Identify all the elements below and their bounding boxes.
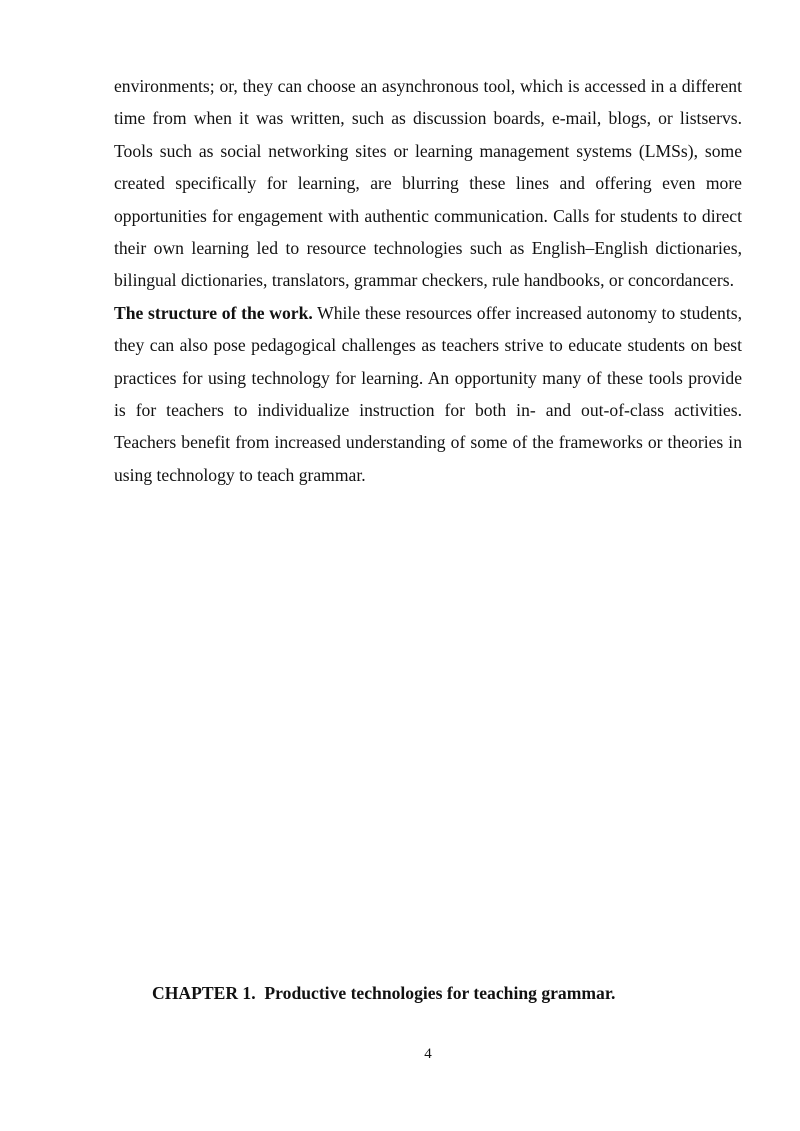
paragraph-text: environments; or, they can choose an asynchronous tool, which is accessed in a different time from when it was written, such as discussion boards, e-mail, blogs, or listservs. Tools such as social networking sites or learning management systems (LMSs), some created specifically for learning, are blurring these lines and offering even more opportunities for engagement with authentic communication. Calls for students to direct their own learning led to resource technologies such as English–English dictionaries, bilingual dictionaries, translators, grammar checkers, rule handbooks, or concordancers. [114, 76, 742, 291]
body-text [114, 70, 742, 491]
chapter-heading: CHAPTER 1. Productive technologies for teaching grammar. [152, 983, 616, 1003]
run-in-heading: The structure of the work. [114, 302, 313, 323]
paragraph-continuation [114, 70, 742, 297]
paragraph-structure [114, 297, 742, 491]
page-number: 4 [424, 1046, 432, 1062]
paragraph-text: While these resources offer increased autonomy to students, they can also pose pedagogical challenges as teachers strive to educate students on best practices for using technology for learning. An opportunity many of these tools provide is for teachers to individualize instruction for both in- and out-of-class activities. Teachers benefit from increased understanding of some of the frameworks or theories in using technology to teach grammar. [114, 302, 742, 485]
